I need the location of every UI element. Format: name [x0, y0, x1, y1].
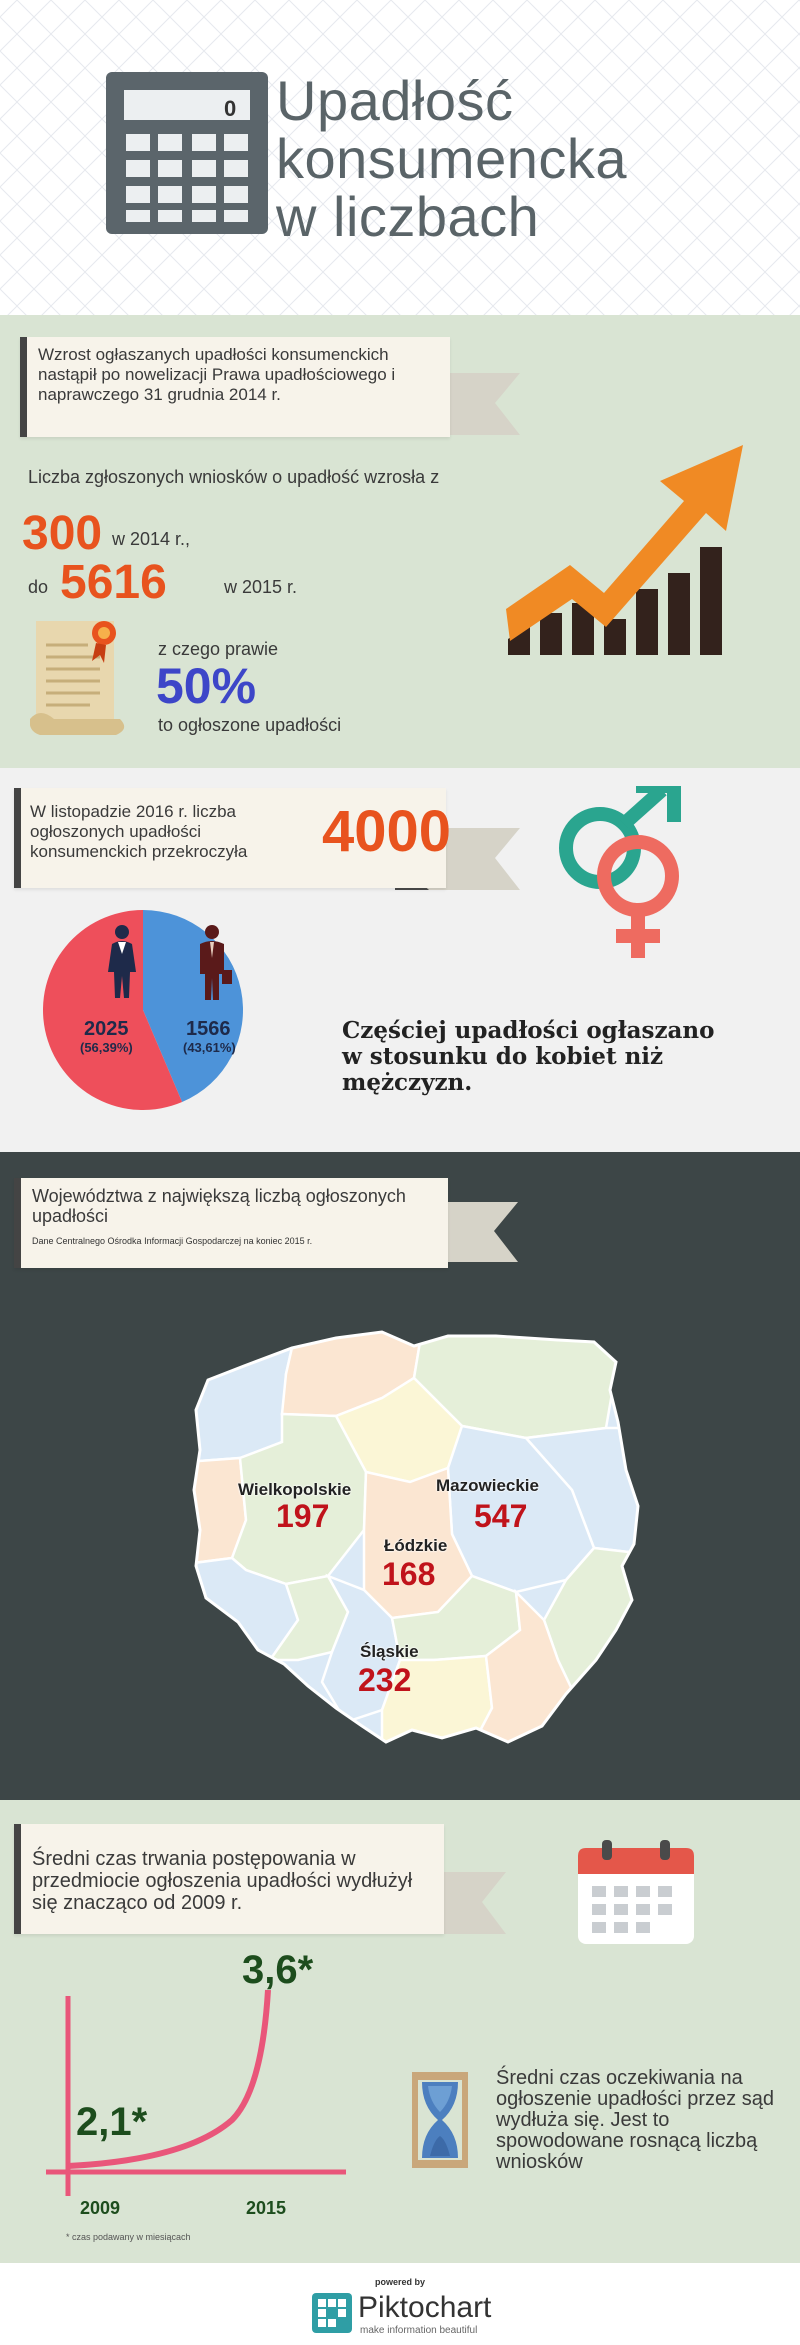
gender-statement: Częściej upadłości ogłaszano w stosunku do kobiet niż mężczyzn.	[342, 1017, 715, 1096]
calculator-icon	[106, 72, 268, 234]
duration-banner-edge	[14, 1824, 21, 1934]
region-name-slaskie: Śląskie	[360, 1642, 419, 1661]
growth-banner-text: Wzrost ogłaszanych upadłości konsumenckich nastąpił po nowelizacji Prawa upadłościowego i naprawczego 31 grudnia 2014 r.	[38, 345, 396, 404]
waiting-time-text: Średni czas oczekiwania na ogłoszenie upadłości przez sąd wydłuża się. Jest to spowodowane rosnącą liczbą wniosków	[496, 2067, 774, 2173]
powered-by-label: powered by	[374, 2277, 425, 2287]
regions-banner-edge	[14, 1178, 21, 1268]
page-title-line-3: w liczbach	[276, 185, 540, 248]
gender-section	[0, 768, 800, 1152]
value-2009: 2,1*	[76, 2100, 148, 2144]
share-intro: z czego prawie	[158, 639, 279, 659]
region-value-mazowieckie: 547	[474, 1498, 528, 1534]
piktochart-tagline: make information beautiful	[360, 2325, 478, 2336]
hourglass-icon	[408, 2072, 472, 2168]
gender-banner-value: 4000	[322, 799, 452, 864]
regions-banner-title: Województwa z największą liczbą ogłoszonych upadłości	[32, 1186, 406, 1226]
gender-pie-chart	[18, 910, 268, 1110]
region-name-mazowieckie: Mazowieckie	[436, 1476, 539, 1495]
label-2014: w 2014 r.,	[112, 529, 191, 549]
duration-section	[0, 1800, 800, 2263]
label-2015: w 2015 r.	[224, 577, 298, 597]
page-title-line-2: konsumencka	[276, 127, 628, 190]
prefix-2015: do	[28, 577, 49, 597]
header-section	[0, 0, 800, 315]
certificate-icon	[30, 615, 130, 737]
region-name-lodzkie: Łódzkie	[384, 1536, 448, 1555]
men-percent: (43,61%)	[183, 1040, 236, 1055]
gender-symbols-icon	[550, 786, 690, 966]
axis-label-2009: 2009	[80, 2198, 121, 2218]
region-value-lodzkie: 168	[382, 1556, 436, 1592]
gender-banner-text: W listopadzie 2016 r. liczba ogłoszonych upadłości konsumenckich przekroczyła	[30, 802, 248, 861]
value-2015: 3,6*	[242, 1948, 314, 1992]
regions-section	[0, 1152, 800, 1800]
footer	[0, 2263, 800, 2345]
growth-chart-icon	[500, 427, 750, 657]
region-value-wielkopolskie: 197	[276, 1498, 330, 1534]
applications-intro: Liczba zgłoszonych wniosków o upadłość wzrosła z	[28, 467, 440, 487]
region-name-wielkopolskie: Wielkopolskie	[238, 1480, 352, 1499]
growth-banner-edge	[20, 337, 27, 437]
axis-label-2015: 2015	[246, 2198, 287, 2218]
duration-footnote: * czas podawany w miesiącach	[66, 2232, 191, 2242]
women-percent: (56,39%)	[80, 1040, 133, 1055]
value-2015: 5616	[60, 556, 167, 609]
growth-section	[0, 315, 800, 768]
share-label: to ogłoszone upadłości	[158, 715, 342, 735]
women-value: 2025	[84, 1018, 129, 1040]
gender-banner-edge	[14, 788, 21, 888]
region-value-slaskie: 232	[358, 1662, 412, 1698]
page-title-line-1: Upadłość	[276, 69, 514, 132]
value-2014: 300	[22, 507, 103, 560]
share-value: 50%	[156, 658, 257, 714]
piktochart-brand[interactable]: Piktochart	[358, 2291, 492, 2324]
men-value: 1566	[186, 1018, 231, 1040]
piktochart-logo-icon[interactable]	[312, 2293, 352, 2333]
duration-curve-chart	[36, 1970, 356, 2210]
regions-banner-source: Dane Centralnego Ośrodka Informacji Gospodarczej na koniec 2015 r.	[32, 1236, 313, 1246]
duration-banner-text: Średni czas trwania postępowania w przedmiocie ogłoszenia upadłości wydłużył się znacząco od 2009 r.	[32, 1848, 413, 1914]
calculator-display: 0	[224, 96, 237, 121]
calendar-icon	[578, 1840, 698, 1944]
